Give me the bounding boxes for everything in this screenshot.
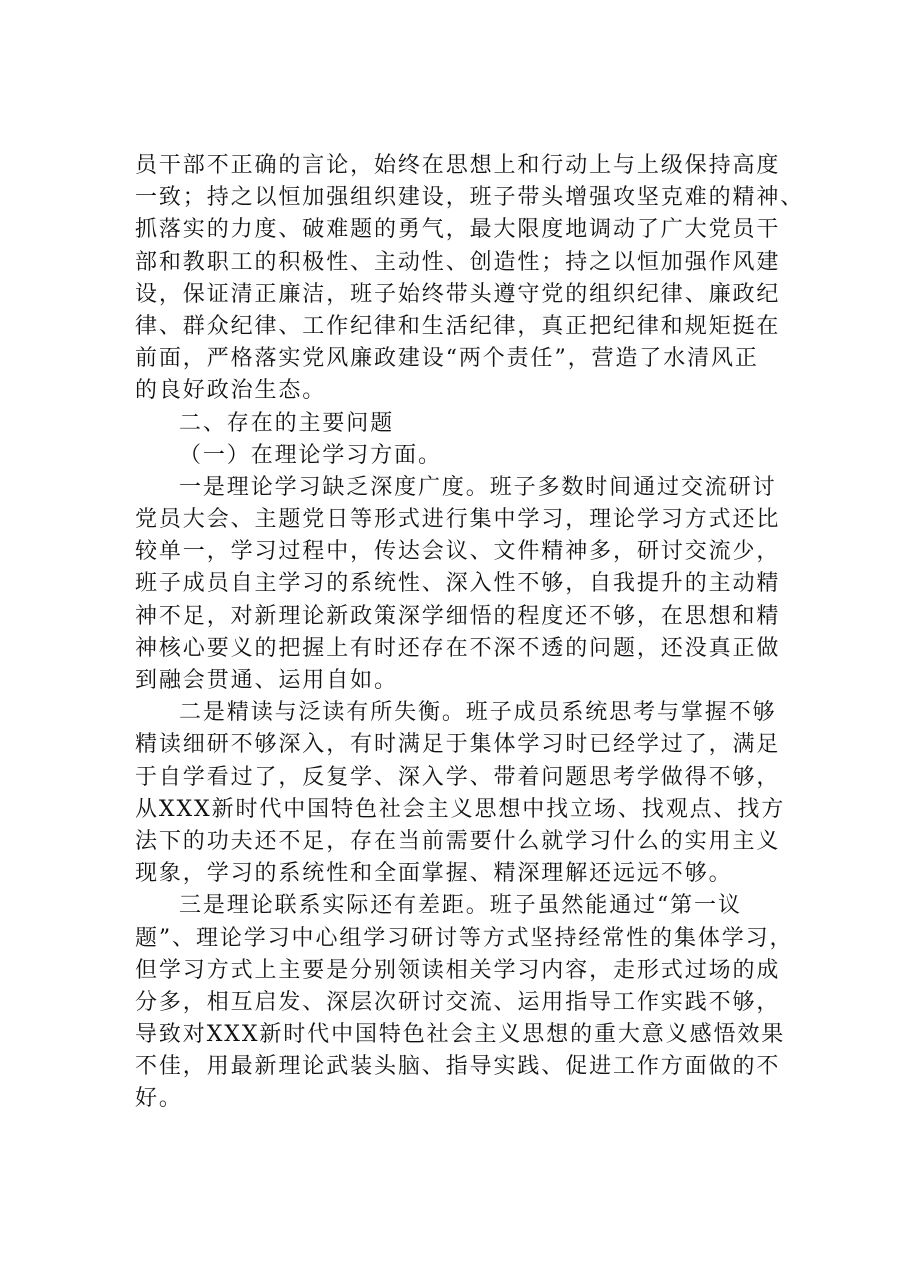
text-line: 从XXX新时代中国特色社会主义思想中找立场、找观点、找方 <box>135 796 786 822</box>
text-line: 到融会贯通、运用自如。 <box>135 668 398 693</box>
text-line: 抓落实的力度、破难题的勇气，最大限度地调动了广大党员干 <box>135 217 781 243</box>
text-line: 党员大会、主题党日等形式进行集中学习，理论学习方式还比 <box>135 507 781 533</box>
text-line: 但学习方式上主要是分别领读相关学习内容，走形式过场的成 <box>135 957 781 983</box>
text-line: 较单一，学习过程中，传达会议、文件精神多，研讨交流少， <box>135 539 781 565</box>
text-line: 现象，学习的系统性和全面掌握、精深理解还远远不够。 <box>135 861 733 887</box>
subsection-heading: （一）在理论学习方面。 <box>179 442 442 468</box>
text-line: 于自学看过了，反复学、深入学、带着问题思考学做得不够， <box>135 764 781 790</box>
text-line: 的良好政治生态。 <box>135 378 327 404</box>
paragraph-start-line: 三是理论联系实际还有差距。班子虽然能通过“第一议 <box>179 893 742 919</box>
document-body <box>135 150 803 1116</box>
text-line: 部和教职工的积极性、主动性、创造性；持之以恒加强作风建 <box>135 249 781 275</box>
text-line: 设，保证清正廉洁，班子始终带头遵守党的组织纪律、廉政纪 <box>135 281 781 307</box>
text-line: 精读细研不够深入，有时满足于集体学习时已经学过了，满足 <box>135 732 781 758</box>
text-line: 导致对XXX新时代中国特色社会主义思想的重大意义感悟效果 <box>135 1022 786 1048</box>
text-line: 神不足，对新理论新政策深学细悟的程度还不够，在思想和精 <box>135 603 781 629</box>
text-line: 神核心要义的把握上有时还存在不深不透的问题，还没真正做 <box>135 635 781 661</box>
paragraph-start-line: 一是理论学习缺乏深度广度。班子多数时间通过交流研讨 <box>179 474 777 500</box>
text-line: 题”、理论学习中心组学习研讨等方式坚持经常性的集体学习， <box>135 925 794 951</box>
text-line: 前面，严格落实党风廉政建设“两个责任”，营造了水清风正 <box>135 346 759 372</box>
text-line: 班子成员自主学习的系统性、深入性不够，自我提升的主动精 <box>135 571 781 597</box>
text-line: 分多，相互启发、深层次研讨交流、运用指导工作实践不够， <box>135 989 781 1015</box>
section-heading: 二、存在的主要问题 <box>179 410 395 436</box>
text-line: 法下的功夫还不足，存在当前需要什么就学习什么的实用主义 <box>135 828 781 854</box>
text-line: 员干部不正确的言论，始终在思想上和行动上与上级保持高度 <box>135 153 781 178</box>
text-line: 好。 <box>135 1086 183 1112</box>
text-line: 律、群众纪律、工作纪律和生活纪律，真正把纪律和规矩挺在 <box>135 313 781 339</box>
text-line: 不佳，用最新理论武装头脑、指导实践、促进工作方面做的不 <box>135 1054 781 1080</box>
text-line: 一致；持之以恒加强组织建设，班子带头增强攻坚克难的精神、 <box>135 185 805 211</box>
paragraph-start-line: 二是精读与泛读有所失衡。班子成员系统思考与掌握不够 <box>179 700 777 726</box>
